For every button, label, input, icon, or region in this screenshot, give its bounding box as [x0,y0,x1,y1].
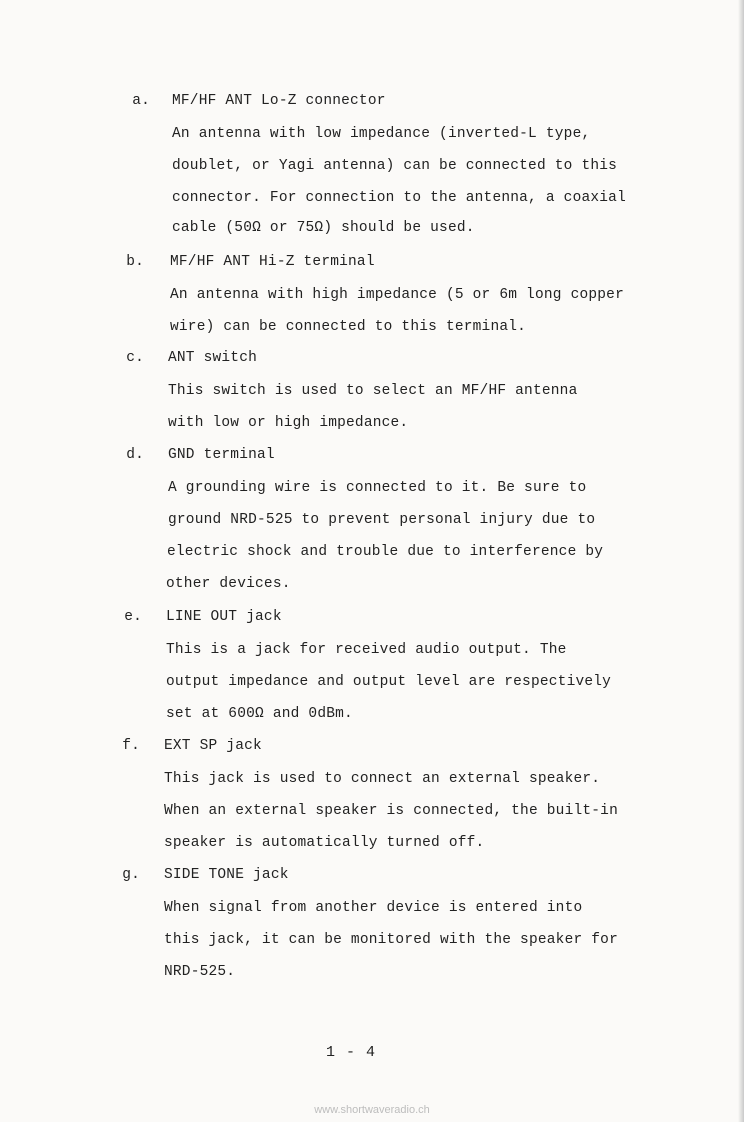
item-d-line-3: electric shock and trouble due to interference by [167,544,604,560]
item-a-letter: a. [132,93,150,109]
item-e-line-1: This is a jack for received audio output. The [166,642,567,658]
item-d-line-4: other devices. [166,576,291,592]
item-b-title: MF/HF ANT Hi-Z terminal [170,254,375,270]
item-a-line-3: connector. For connection to the antenna, a coaxial [172,190,626,206]
item-a-line-1: An antenna with low impedance (inverted-L type, [172,126,591,142]
footer-watermark-url[interactable]: www.shortwaveradio.ch [314,1104,430,1116]
item-g-line-2: this jack, it can be monitored with the speaker for [164,932,618,948]
item-b-letter: b. [126,254,144,270]
item-f-title: EXT SP jack [164,738,262,754]
item-d-title: GND terminal [168,447,275,463]
item-d-line-1: A grounding wire is connected to it. Be sure to [168,480,587,496]
item-b-line-1: An antenna with high impedance (5 or 6m long copper [170,287,624,303]
item-e-letter: e. [124,609,142,625]
item-a-line-4: cable (50Ω or 75Ω) should be used. [172,220,475,236]
item-g-letter: g. [122,867,140,883]
item-f-line-2: When an external speaker is connected, the built-in [164,803,618,819]
item-e-title: LINE OUT jack [166,609,282,625]
page-number: 1 - 4 [326,1044,377,1061]
item-c-title: ANT switch [168,350,258,366]
item-g-line-1: When signal from another device is entered into [164,900,583,916]
item-e-line-2: output impedance and output level are respectively [166,674,612,690]
item-f-line-1: This jack is used to connect an external speaker. [164,771,601,787]
item-c-line-2: with low or high impedance. [168,415,409,431]
item-e-line-3: set at 600Ω and 0dBm. [166,706,353,722]
item-f-letter: f. [122,738,140,754]
item-a-line-2: doublet, or Yagi antenna) can be connected to this [172,158,618,174]
item-g-line-3: NRD-525. [164,964,236,980]
page-edge-shadow [738,0,744,1122]
item-c-letter: c. [126,350,144,366]
item-d-letter: d. [126,447,144,463]
item-b-line-2: wire) can be connected to this terminal. [170,319,527,335]
item-d-line-2: ground NRD-525 to prevent personal injury due to [168,512,596,528]
item-g-title: SIDE TONE jack [164,867,289,883]
item-a-title: MF/HF ANT Lo-Z connector [172,93,386,109]
item-f-line-3: speaker is automatically turned off. [164,835,485,851]
item-c-line-1: This switch is used to select an MF/HF antenna [168,383,578,399]
